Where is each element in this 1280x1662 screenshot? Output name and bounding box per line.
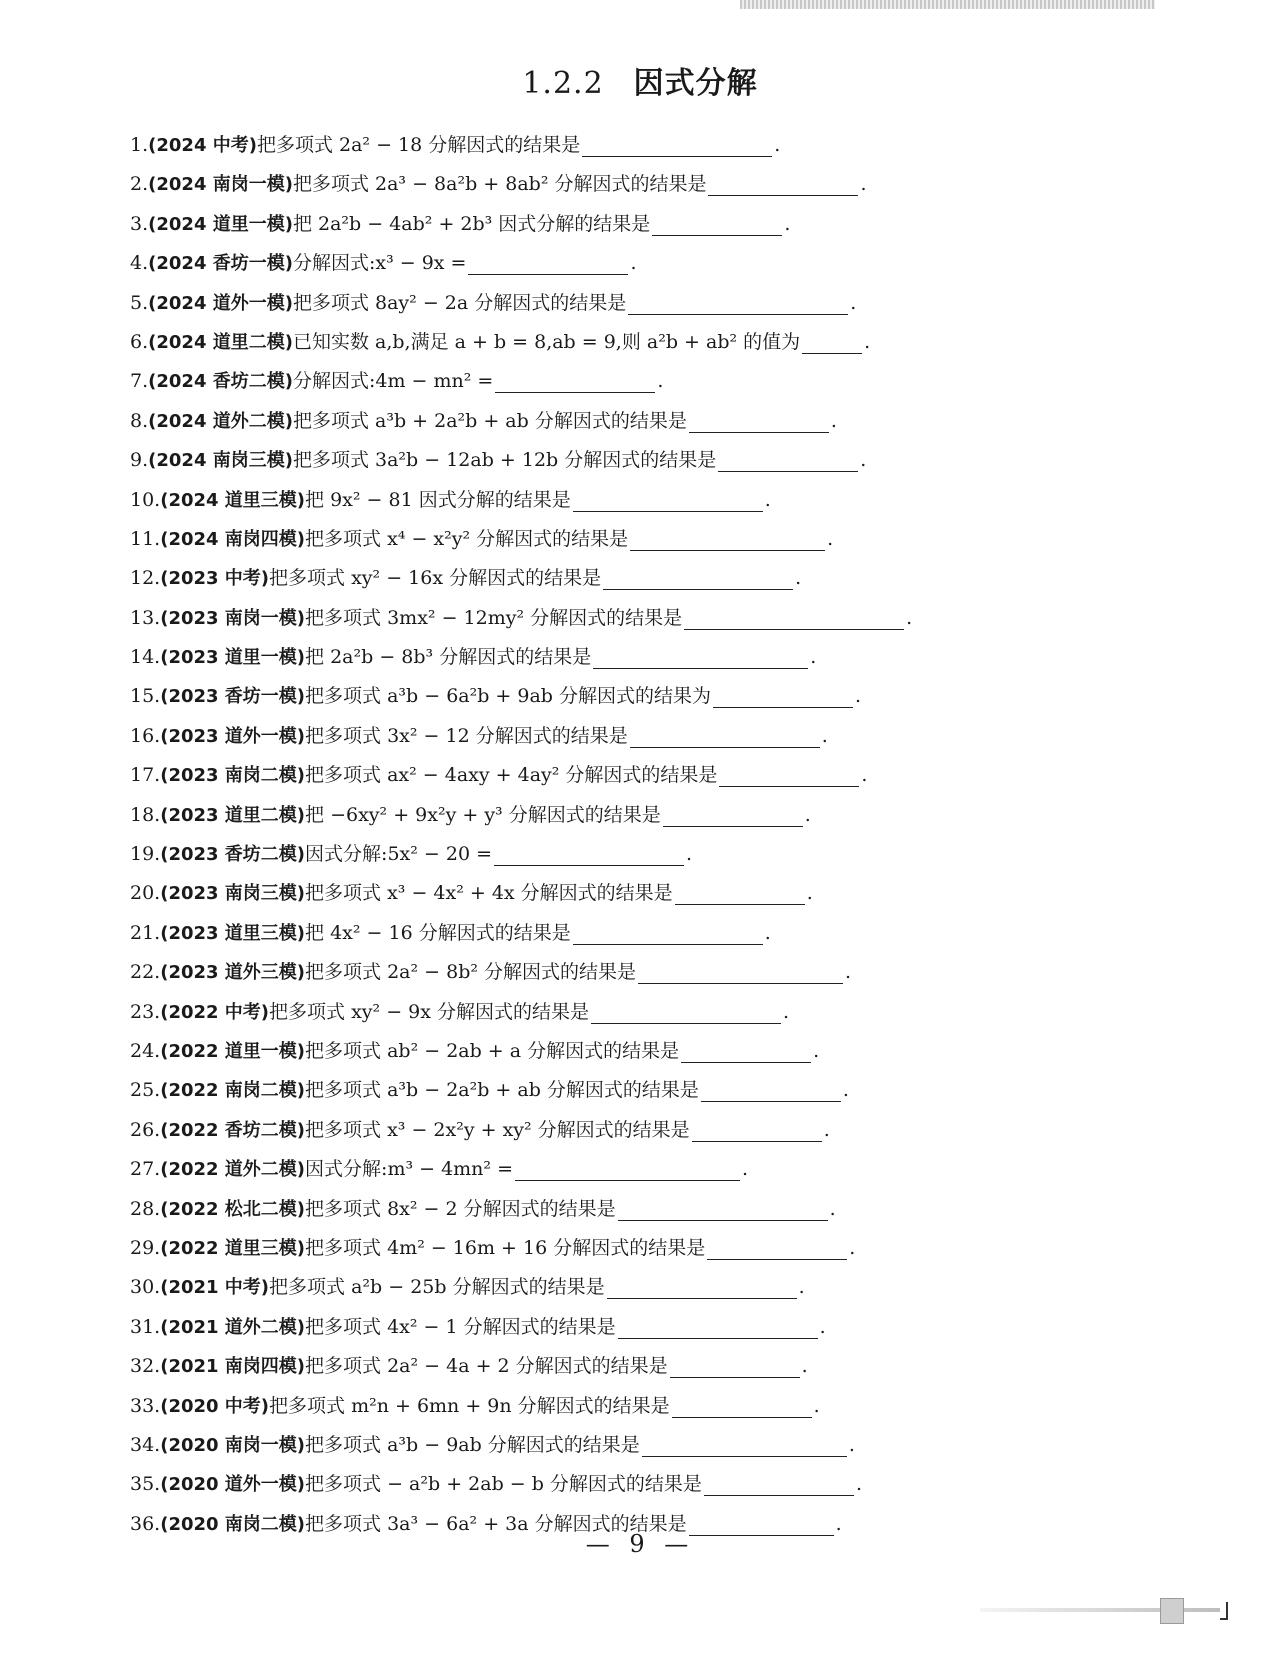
top-scan-stripe [740, 0, 1155, 9]
question-end-mark: . [804, 803, 811, 826]
section-title: 因式分解 [633, 66, 758, 101]
question-item [130, 1268, 1190, 1307]
question-number: 22. [130, 961, 161, 984]
question-number: 13. [130, 606, 161, 629]
question-source: (2023 南岗三模) [160, 883, 306, 905]
question-number: 7. [130, 370, 149, 393]
answer-blank[interactable] [618, 1313, 818, 1339]
question-item [130, 717, 1190, 756]
question-number: 16. [130, 724, 161, 747]
question-number: 2. [130, 173, 149, 196]
question-source: (2022 香坊二模) [160, 1119, 306, 1141]
answer-blank[interactable] [689, 407, 829, 433]
question-text: 把多项式 2a² − 18 分解因式的结果是 [256, 134, 581, 156]
question-number: 18. [130, 803, 161, 826]
question-source: (2023 道外一模) [160, 725, 306, 747]
answer-blank[interactable] [684, 604, 904, 630]
question-end-mark: . [764, 488, 771, 511]
answer-blank[interactable] [582, 131, 772, 157]
question-source: (2023 道里一模) [160, 647, 306, 669]
question-text: 把多项式 3x² − 12 分解因式的结果是 [305, 724, 628, 747]
question-item [130, 244, 1190, 283]
question-item [130, 165, 1190, 204]
question-end-mark: . [864, 330, 871, 353]
question-end-mark: . [813, 1394, 820, 1417]
answer-blank[interactable] [692, 1116, 822, 1142]
answer-blank[interactable] [494, 840, 684, 866]
question-text: 把多项式 a²b − 25b 分解因式的结果是 [269, 1276, 605, 1299]
question-source: (2022 中考) [160, 1001, 270, 1023]
question-item [130, 520, 1190, 559]
question-item [130, 1229, 1190, 1268]
answer-blank[interactable] [638, 958, 843, 984]
question-end-mark: . [795, 567, 802, 590]
question-text: 把多项式 xy² − 16x 分解因式的结果是 [269, 567, 602, 590]
question-text: 把多项式 2a² − 4a + 2 分解因式的结果是 [305, 1355, 668, 1378]
question-source: (2023 道里三模) [160, 922, 306, 944]
question-end-mark: . [764, 921, 771, 944]
question-item [130, 874, 1190, 913]
question-text: 把多项式 x³ − 4x² + 4x 分解因式的结果是 [305, 882, 673, 905]
question-number: 24. [130, 1039, 161, 1062]
question-end-mark: . [810, 646, 817, 669]
question-item [130, 953, 1190, 992]
question-text: 因式分解:m³ − 4mn² = [305, 1158, 513, 1181]
question-source: (2022 道里三模) [160, 1237, 306, 1259]
question-text: 因式分解:5x² − 20 = [305, 843, 493, 866]
question-end-mark: . [657, 370, 664, 393]
question-text: 把多项式 8ay² − 2a 分解因式的结果是 [292, 291, 627, 314]
question-source: (2021 道外二模) [160, 1316, 306, 1338]
answer-blank[interactable] [652, 210, 782, 236]
answer-blank[interactable] [573, 486, 763, 512]
question-item [130, 599, 1190, 638]
question-text: 把多项式 ax² − 4axy + 4ay² 分解因式的结果是 [305, 764, 718, 787]
question-end-mark: . [806, 882, 813, 905]
question-text: 把多项式 4x² − 1 分解因式的结果是 [305, 1315, 616, 1338]
question-end-mark: . [774, 134, 781, 156]
question-end-mark: . [849, 1236, 856, 1259]
question-number: 21. [130, 921, 161, 944]
question-end-mark: . [829, 1197, 836, 1220]
question-list [130, 126, 1190, 1544]
scroll-track[interactable] [980, 1608, 1220, 1612]
question-number: 6. [130, 330, 149, 353]
question-number: 3. [130, 212, 149, 235]
question-end-mark: . [784, 212, 791, 235]
question-number: 17. [130, 764, 161, 787]
question-number: 29. [130, 1236, 161, 1259]
question-text: 把多项式 a³b − 9ab 分解因式的结果是 [305, 1433, 640, 1456]
question-number: 27. [130, 1158, 161, 1181]
question-source: (2024 香坊二模) [148, 371, 293, 393]
scroll-widget[interactable] [980, 1596, 1250, 1626]
question-end-mark: . [821, 724, 828, 747]
question-number: 33. [130, 1394, 161, 1417]
question-text: 把多项式 a³b − 6a²b + 9ab 分解因式的结果为 [305, 685, 712, 708]
question-text: 把多项式 4m² − 16m + 16 分解因式的结果是 [305, 1236, 706, 1259]
answer-blank[interactable] [670, 1352, 800, 1378]
answer-blank[interactable] [591, 998, 781, 1024]
question-number: 14. [130, 646, 161, 669]
question-item [130, 1071, 1190, 1110]
question-text: 把多项式 x³ − 2x²y + xy² 分解因式的结果是 [305, 1118, 690, 1141]
question-text: 把 9x² − 81 因式分解的结果是 [305, 488, 571, 511]
question-source: (2024 道里二模) [148, 331, 293, 353]
question-item [130, 323, 1190, 362]
question-end-mark: . [906, 606, 913, 629]
question-end-mark: . [850, 291, 857, 314]
corner-bracket-icon [1220, 1602, 1228, 1620]
question-number: 9. [130, 449, 149, 472]
question-source: (2023 南岗一模) [160, 607, 306, 629]
question-number: 5. [130, 291, 149, 314]
question-text: 把多项式 2a² − 8b² 分解因式的结果是 [305, 961, 637, 984]
answer-blank[interactable] [573, 919, 763, 945]
question-text: 把多项式 a³b + 2a²b + ab 分解因式的结果是 [292, 409, 687, 432]
question-source: (2023 中考) [160, 568, 270, 590]
answer-blank[interactable] [603, 564, 793, 590]
answer-blank[interactable] [593, 643, 808, 669]
answer-blank[interactable] [802, 328, 862, 354]
question-end-mark: . [855, 1473, 862, 1496]
question-item [130, 402, 1190, 441]
question-source: (2022 道外二模) [160, 1159, 306, 1181]
question-source: (2020 道外一模) [160, 1474, 306, 1496]
question-text: 把多项式 3a²b − 12ab + 12b 分解因式的结果是 [292, 449, 717, 472]
question-item [130, 835, 1190, 874]
question-end-mark: . [686, 843, 693, 866]
question-item [130, 126, 1190, 165]
question-item [130, 677, 1190, 716]
question-item [130, 914, 1190, 953]
question-number: 12. [130, 567, 161, 590]
question-end-mark: . [861, 764, 868, 787]
question-number: 25. [130, 1079, 161, 1102]
question-item [130, 1150, 1190, 1189]
question-item [130, 796, 1190, 835]
question-text: 把多项式 8x² − 2 分解因式的结果是 [305, 1197, 616, 1220]
question-number: 10. [130, 488, 161, 511]
question-source: (2024 南岗四模) [160, 528, 306, 550]
question-item [130, 481, 1190, 520]
question-number: 11. [130, 527, 161, 550]
question-text: 把多项式 3mx² − 12my² 分解因式的结果是 [305, 606, 683, 629]
question-source: (2024 中考) [148, 135, 257, 156]
answer-blank[interactable] [630, 722, 820, 748]
answer-blank[interactable] [630, 525, 825, 551]
question-item [130, 205, 1190, 244]
question-end-mark: . [798, 1276, 805, 1299]
answer-blank[interactable] [663, 801, 803, 827]
answer-blank[interactable] [713, 682, 853, 708]
question-number: 31. [130, 1315, 161, 1338]
question-end-mark: . [823, 1118, 830, 1141]
question-number: 32. [130, 1355, 161, 1378]
question-item [130, 756, 1190, 795]
question-number: 15. [130, 685, 161, 708]
question-number: 23. [130, 1000, 161, 1023]
question-source: (2020 中考) [160, 1395, 270, 1417]
question-source: (2021 南岗四模) [160, 1356, 306, 1378]
answer-blank[interactable] [628, 289, 848, 315]
question-text: 把 −6xy² + 9x²y + y³ 分解因式的结果是 [305, 803, 661, 826]
question-source: (2024 道外一模) [148, 292, 293, 314]
question-source: (2022 道里一模) [160, 1040, 306, 1062]
question-text: 把多项式 − a²b + 2ab − b 分解因式的结果是 [305, 1473, 702, 1496]
question-text: 分解因式:x³ − 9x = [292, 252, 467, 275]
question-number: 26. [130, 1118, 161, 1141]
answer-blank[interactable] [707, 1234, 847, 1260]
question-text: 分解因式:4m − mn² = [292, 370, 494, 393]
question-end-mark: . [742, 1158, 749, 1181]
question-number: 35. [130, 1473, 161, 1496]
answer-blank[interactable] [642, 1431, 847, 1457]
answer-blank[interactable] [675, 879, 805, 905]
question-end-mark: . [860, 449, 867, 472]
question-end-mark: . [813, 1039, 820, 1062]
question-text: 把 2a²b − 4ab² + 2b³ 因式分解的结果是 [292, 212, 651, 235]
question-text: 把多项式 x⁴ − x²y² 分解因式的结果是 [305, 527, 629, 550]
page-title [0, 58, 1280, 102]
question-number: 30. [130, 1276, 161, 1299]
question-text: 把多项式 3a³ − 6a² + 3a 分解因式的结果是 [305, 1512, 687, 1535]
question-item [130, 1347, 1190, 1386]
answer-blank[interactable] [515, 1155, 740, 1181]
question-item [130, 284, 1190, 323]
question-number: 8. [130, 409, 149, 432]
question-end-mark: . [842, 1079, 849, 1102]
question-source: (2023 道外三模) [160, 962, 306, 984]
answer-blank[interactable] [701, 1076, 841, 1102]
answer-blank[interactable] [719, 761, 859, 787]
question-number: 4. [130, 252, 149, 275]
answer-blank[interactable] [672, 1392, 812, 1418]
question-source: (2022 南岗二模) [160, 1080, 306, 1102]
question-item [130, 1190, 1190, 1229]
question-item [130, 1308, 1190, 1347]
question-text: 把多项式 ab² − 2ab + a 分解因式的结果是 [305, 1039, 680, 1062]
question-end-mark: . [855, 685, 862, 708]
question-source: (2024 南岗一模) [148, 174, 293, 196]
question-source: (2023 香坊一模) [160, 686, 306, 708]
question-number: 20. [130, 882, 161, 905]
question-text: 把 4x² − 16 分解因式的结果是 [305, 921, 571, 944]
answer-blank[interactable] [708, 170, 858, 196]
question-end-mark: . [630, 252, 637, 275]
page-number: — 9 — [585, 1530, 695, 1558]
question-item [130, 1387, 1190, 1426]
question-end-mark: . [830, 409, 837, 432]
scroll-handle[interactable] [1160, 1598, 1184, 1624]
question-text: 把 2a²b − 8b³ 分解因式的结果是 [305, 646, 592, 669]
question-source: (2024 道里三模) [160, 489, 306, 511]
question-source: (2020 南岗二模) [160, 1513, 306, 1535]
question-source: (2021 中考) [160, 1277, 270, 1299]
question-end-mark: . [860, 173, 867, 196]
question-source: (2023 道里二模) [160, 804, 306, 826]
answer-blank[interactable] [681, 1037, 811, 1063]
question-end-mark: . [827, 527, 834, 550]
question-end-mark: . [845, 961, 852, 984]
answer-blank[interactable] [495, 367, 655, 393]
question-source: (2020 南岗一模) [160, 1434, 306, 1456]
question-source: (2023 南岗二模) [160, 765, 306, 787]
question-source: (2024 香坊一模) [148, 253, 293, 275]
question-end-mark: . [835, 1512, 842, 1535]
question-number: 36. [130, 1512, 161, 1535]
question-item [130, 1032, 1190, 1071]
section-number: 1.2.2 [522, 66, 604, 101]
question-source: (2024 南岗三模) [148, 450, 293, 472]
question-end-mark: . [848, 1433, 855, 1456]
answer-blank[interactable] [718, 446, 858, 472]
question-item [130, 559, 1190, 598]
question-text: 把多项式 2a³ − 8a²b + 8ab² 分解因式的结果是 [292, 173, 707, 196]
question-item [130, 441, 1190, 480]
question-end-mark: . [819, 1315, 826, 1338]
question-item [130, 1465, 1190, 1504]
question-text: 把多项式 m²n + 6mn + 9n 分解因式的结果是 [269, 1394, 670, 1417]
question-number: 34. [130, 1433, 161, 1456]
answer-blank[interactable] [618, 1195, 828, 1221]
question-source: (2024 道外二模) [148, 410, 293, 432]
question-source: (2022 松北二模) [160, 1198, 306, 1220]
question-number: 19. [130, 843, 161, 866]
question-item [130, 362, 1190, 401]
question-number: 28. [130, 1197, 161, 1220]
question-source: (2024 道里一模) [148, 213, 293, 235]
question-text: 把多项式 a³b − 2a²b + ab 分解因式的结果是 [305, 1079, 699, 1102]
answer-blank[interactable] [704, 1470, 854, 1496]
question-text: 把多项式 xy² − 9x 分解因式的结果是 [269, 1000, 589, 1023]
answer-blank[interactable] [468, 249, 628, 275]
question-item [130, 1426, 1190, 1465]
question-source: (2023 香坊二模) [160, 844, 306, 866]
question-item [130, 638, 1190, 677]
question-number: 1. [130, 134, 149, 156]
question-item [130, 1111, 1190, 1150]
answer-blank[interactable] [607, 1273, 797, 1299]
question-item [130, 993, 1190, 1032]
question-end-mark: . [801, 1355, 808, 1378]
question-end-mark: . [783, 1000, 790, 1023]
question-text: 已知实数 a,b,满足 a + b = 8,ab = 9,则 a²b + ab² 的值为 [292, 330, 801, 353]
